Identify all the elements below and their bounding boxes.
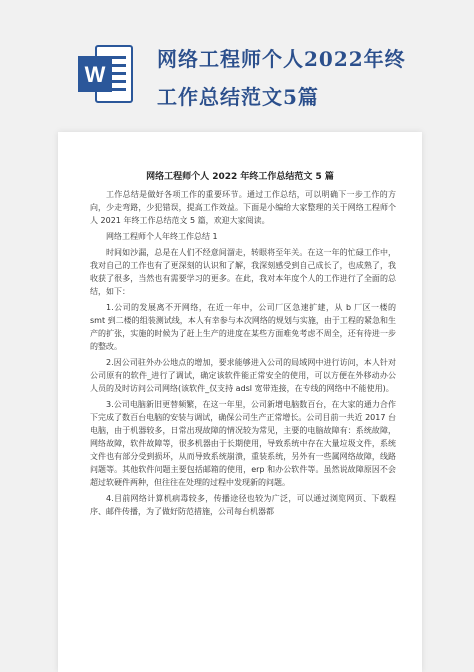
- word-document-icon: [76, 44, 136, 104]
- paragraph: 1.公司的发展离不开网络，在近一年中，公司厂区急速扩建，从 b 厂区一楼的 smt 到二楼的组装测试线，本人有幸参与本次网络的规划与实施，由于工程的紧急和生产的扩张，实施的时候为了赶上生产的进度在某些方面难免考虑不周全，还有待进一步的整改。: [90, 303, 396, 351]
- banner-title-line-2: 工作总结范文5篇: [157, 85, 319, 109]
- document-body: [90, 188, 396, 521]
- section-heading: 网络工程师个人年终工作总结 1: [106, 232, 218, 241]
- banner-title: [157, 40, 457, 116]
- paragraph: 时间如沙漏，总是在人们不经意间溜走，转眼将至年关。在这一年的忙碌工作中，我对自己的工作也有了更深刻的认识和了解，我深刻感受到自己成长了，也成熟了，我收获了很多，当然也有需要学习的更多。在此，我对本年度个人的工作进行了全面的总结，如下：: [90, 248, 396, 296]
- document-page: [58, 132, 422, 672]
- paragraph: 4.目前网络计算机病毒较多，传播途径也较为广泛，可以通过浏览网页、下载程序、邮件传播，为了做好防范措施，公司每台机器都: [90, 494, 396, 516]
- paragraph: 3.公司电脑新旧更替频繁，在这一年里，公司新增电脑数百台，在大家的通力合作下完成了数百台电脑的安装与调试，确保公司生产正常增长。公司目前一共近 2017 台电脑，由于机器较多，日常出现故障的情况较为常见，主要的电脑故障有：系统故障，网络故障，软件故障等，很多机器由于长期使用，导致系统中存在大量垃圾文件，系统文件也有部分受到损坏，从而导致系统崩溃，重装系统，另外有一些属网络故障，线路问题等。其他软件问题主要包括邮箱的使用，erp 和办公软件等。虽然说故障原因不会超过软硬件两种，但往往在处理的过程中发现新的问题。: [90, 400, 396, 487]
- header-banner: [0, 0, 474, 132]
- word-logo-letter: W: [84, 62, 106, 87]
- paragraph: 2.因公司驻外办公地点的增加，要求能够进入公司的局域网中进行访问，本人针对公司原有的软件_进行了调试，确定该软件能正常安全的使用，可以方便在外移动办公人员的及时访问公司网络(该软件_仅支持 adsl 宽带连接，在专线的网络中不能使用)。: [90, 358, 396, 393]
- paragraph-intro: 工作总结是做好各项工作的重要环节。通过工作总结，可以明确下一步工作的方向，少走弯路，少犯错误，提高工作效益。下面是小编给大家整理的关于网络工程师个人 2021 年终工作总结范文 5 篇，欢迎大家阅读。: [90, 190, 396, 225]
- document-title: 网络工程师个人 2022 年终工作总结范文 5 篇: [146, 172, 334, 182]
- banner-title-line-1: 网络工程师个人2022年终: [157, 47, 406, 71]
